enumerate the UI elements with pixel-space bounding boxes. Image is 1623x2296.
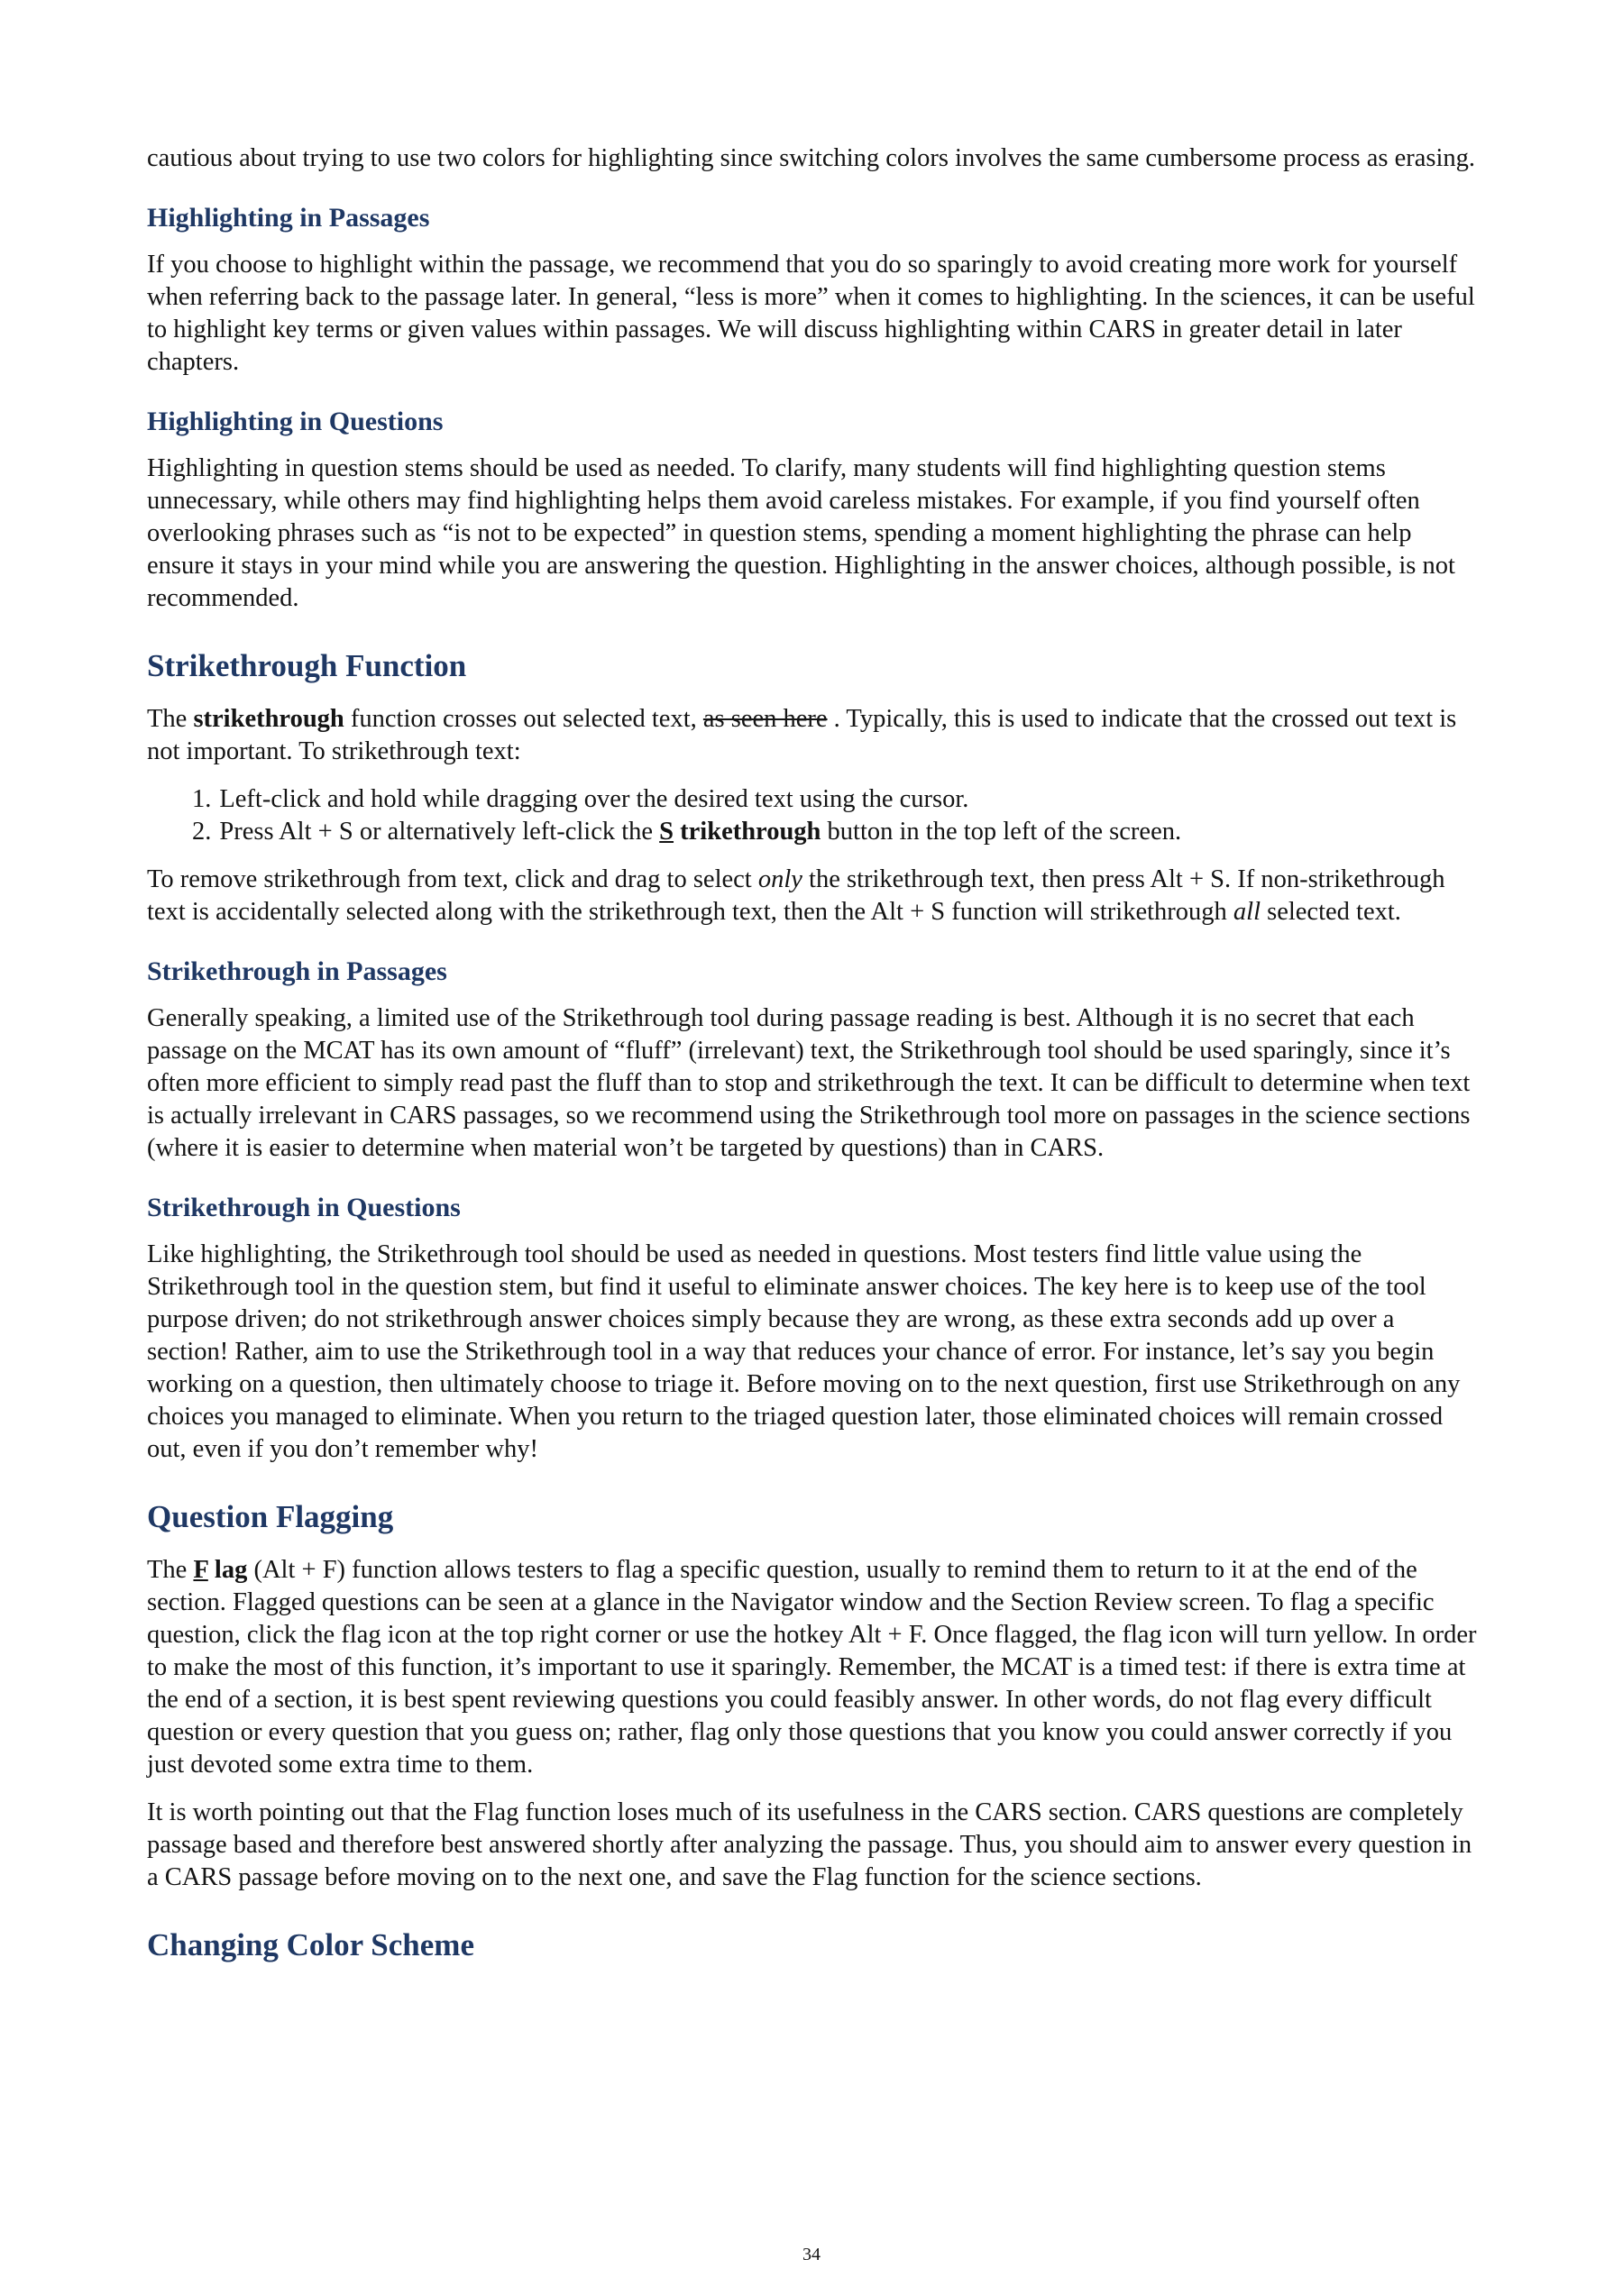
text-run: (Alt + F) function allows testers to flag a specific question, usually to remind them to return to it at the end of the section. Flagged questions can be seen at a glance in the Navigator window and the Section Review screen. To flag a specific question, click the flag icon at the top right corner or use the hotkey Alt + F. Once flagged, the flag icon will turn yellow. In order to make the most of this function, it’s important to use it sparingly. Remember, the MCAT is a timed test: if there is extra time at the end of a section, it is best spent reviewing questions you could feasibly answer. In other words, do not flag every difficult question or every question that you guess on; rather, flag only those questions that you know you could answer correctly if you just devoted some extra time to them. bbox=[147, 1556, 1477, 1779]
strikethrough-example-text: as seen here bbox=[702, 705, 828, 733]
text-run: To remove strikethrough from text, click and drag to select bbox=[147, 865, 758, 893]
text-run: The bbox=[147, 1556, 194, 1584]
heading-highlighting-in-passages: Highlighting in Passages bbox=[147, 203, 430, 233]
text-run: The bbox=[147, 705, 194, 733]
list-number: 1. bbox=[192, 785, 212, 813]
heading-strikethrough-function: Strikethrough Function bbox=[147, 648, 467, 683]
heading-question-flagging: Question Flagging bbox=[147, 1499, 394, 1534]
hotkey-letter-f: F bbox=[193, 1556, 208, 1584]
heading-highlighting-in-questions: Highlighting in Questions bbox=[147, 407, 444, 436]
paragraph-highlighting-in-questions: Highlighting in question stems should be used as needed. To clarify, many students will find highlighting question stems unnecessary, while others may find highlighting helps them avoid careless mistakes. For example, if you find yourself often overlooking phrases such as “is not to be expected” in question stems, spending a moment highlighting the phrase can help ensure it stays in your mind while you are answering the question. Highlighting in the answer choices, although possible, is not recommended. bbox=[147, 454, 1455, 612]
heading-strikethrough-in-passages: Strikethrough in Passages bbox=[147, 956, 447, 986]
italic-text-all: all bbox=[1233, 898, 1261, 926]
paragraph-question-flagging-1 bbox=[147, 1554, 1481, 1781]
paragraph-intro-continuation: cautious about trying to use two colors for highlighting since switching colors involves the same cumbersome process as erasing. bbox=[147, 144, 1475, 172]
list-item-2 bbox=[192, 816, 1481, 848]
paragraph-remove-strikethrough bbox=[147, 864, 1481, 928]
heading-changing-color-scheme: Changing Color Scheme bbox=[147, 1927, 474, 1962]
heading-strikethrough-in-questions: Strikethrough in Questions bbox=[147, 1193, 461, 1222]
page-number: 34 bbox=[802, 2245, 821, 2264]
list-text: button in the top left of the screen. bbox=[821, 818, 1182, 846]
list-number: 2. bbox=[192, 818, 212, 846]
list-text: Press Alt + S or alternatively left-click the bbox=[219, 818, 660, 846]
text-run: selected text. bbox=[1261, 898, 1401, 926]
paragraph-strikethrough-in-questions: Like highlighting, the Strikethrough tool should be used as needed in questions. Most testers find little value using the Strikethrough tool in the question stem, but find it useful to eliminate answer choices. The key here is to keep use of the tool purpose driven; do not strikethrough answer choices simply because they are wrong, as these extra seconds add up over a section! Rather, aim to use the Strikethrough tool in a way that reduces your chance of error. For instance, let’s say you begin working on a question, then ultimately choose to triage it. Before moving on to the next question, first use Strikethrough on any choices you managed to eliminate. When you return to the triaged question later, those eliminated choices will remain crossed out, even if you don’t remember why! bbox=[147, 1240, 1461, 1463]
strikethrough-steps-list bbox=[192, 783, 1481, 848]
text-run: function crosses out selected text, bbox=[344, 705, 703, 733]
bold-text-lag: lag bbox=[207, 1556, 248, 1584]
paragraph-strikethrough-intro bbox=[147, 703, 1481, 768]
hotkey-letter-s: S bbox=[659, 818, 674, 846]
list-text: Left-click and hold while dragging over the desired text using the cursor. bbox=[219, 785, 969, 813]
paragraph-highlighting-in-passages: If you choose to highlight within the passage, we recommend that you do so sparingly to avoid creating more work for yourself when referring back to the passage later. In general, “less is more” when it comes to highlighting. In the sciences, it can be useful to highlight key terms or given values within passages. We will discuss highlighting within CARS in greater detail in later chapters. bbox=[147, 251, 1475, 376]
text-run: the strikethrough text, then press Alt + S. If non-strikethrough text is accidentally selected along with the strikethrough text, then the Alt + S function will strikethrough bbox=[147, 865, 1445, 926]
text-run: . Typically, this is used to indicate that the crossed out text is not important. To strikethrough text: bbox=[147, 705, 1457, 765]
paragraph-strikethrough-in-passages: Generally speaking, a limited use of the Strikethrough tool during passage reading is best. Although it is no secret that each passage on the MCAT has its own amount of “fluff” (irrelevant) text, the Strikethrough tool should be used sparingly, since it’s often more efficient to simply read past the fluff than to stop and strikethrough the text. It can be difficult to determine when text is actually irrelevant in CARS passages, so we recommend using the Strikethrough tool more on passages in the science sections (where it is easier to determine when material won’t be targeted by questions) than in CARS. bbox=[147, 1004, 1471, 1162]
italic-text-only: only bbox=[757, 865, 802, 893]
bold-text-trikethrough: trikethrough bbox=[674, 818, 821, 846]
list-item-1 bbox=[192, 783, 1481, 816]
page-content bbox=[147, 142, 1481, 1982]
paragraph-question-flagging-2: It is worth pointing out that the Flag function loses much of its usefulness in the CARS section. CARS questions are completely passage based and therefore best answered shortly after analyzing the passage. Thus, you should aim to answer every question in a CARS passage before moving on to the next one, and save the Flag function for the science sections. bbox=[147, 1798, 1472, 1891]
bold-text-strikethrough: strikethrough bbox=[193, 705, 344, 733]
